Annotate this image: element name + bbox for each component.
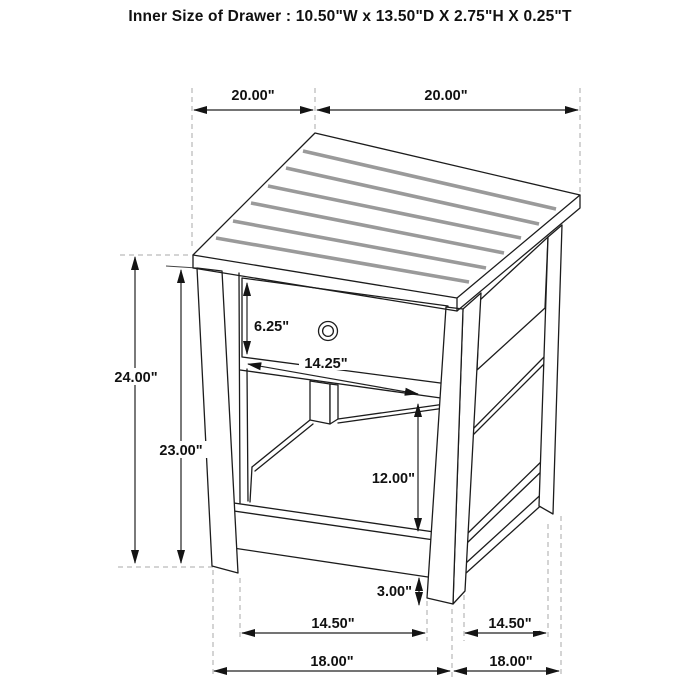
svg-text:3.00": 3.00" [376,584,412,600]
dim-top-width [418,86,474,104]
table-drawing [193,133,580,604]
dim-foot-clearance [369,582,413,600]
left-leg [197,268,238,573]
dim-overall-height [104,368,168,386]
svg-text:23.00": 23.00" [159,443,203,459]
shelf-front [213,500,448,580]
dim-top-depth [225,86,281,104]
dim-front-leg-span [305,614,362,632]
dim-drawer-width [299,354,354,372]
dim-side-leg-span [482,614,539,632]
dim-front-base-width [304,652,361,670]
svg-text:18.00": 18.00" [310,654,354,670]
svg-text:20.00": 20.00" [231,88,275,104]
dim-side-base-width [483,652,540,670]
svg-text:12.00": 12.00" [371,471,415,487]
svg-text:24.00": 24.00" [114,370,158,386]
svg-text:14.25": 14.25" [304,356,348,372]
dim-shelf-opening [364,469,416,487]
svg-text:14.50": 14.50" [488,616,532,632]
dim-drawer-height [252,317,298,335]
svg-text:6.25": 6.25" [254,319,290,335]
svg-text:18.00": 18.00" [489,654,533,670]
svg-text:14.50": 14.50" [311,616,355,632]
dim-body-height [150,441,213,459]
page-title: Inner Size of Drawer : 10.50"W x 13.50"D X 2.75"H X 0.25"T [128,8,572,25]
svg-text:20.00": 20.00" [424,88,468,104]
